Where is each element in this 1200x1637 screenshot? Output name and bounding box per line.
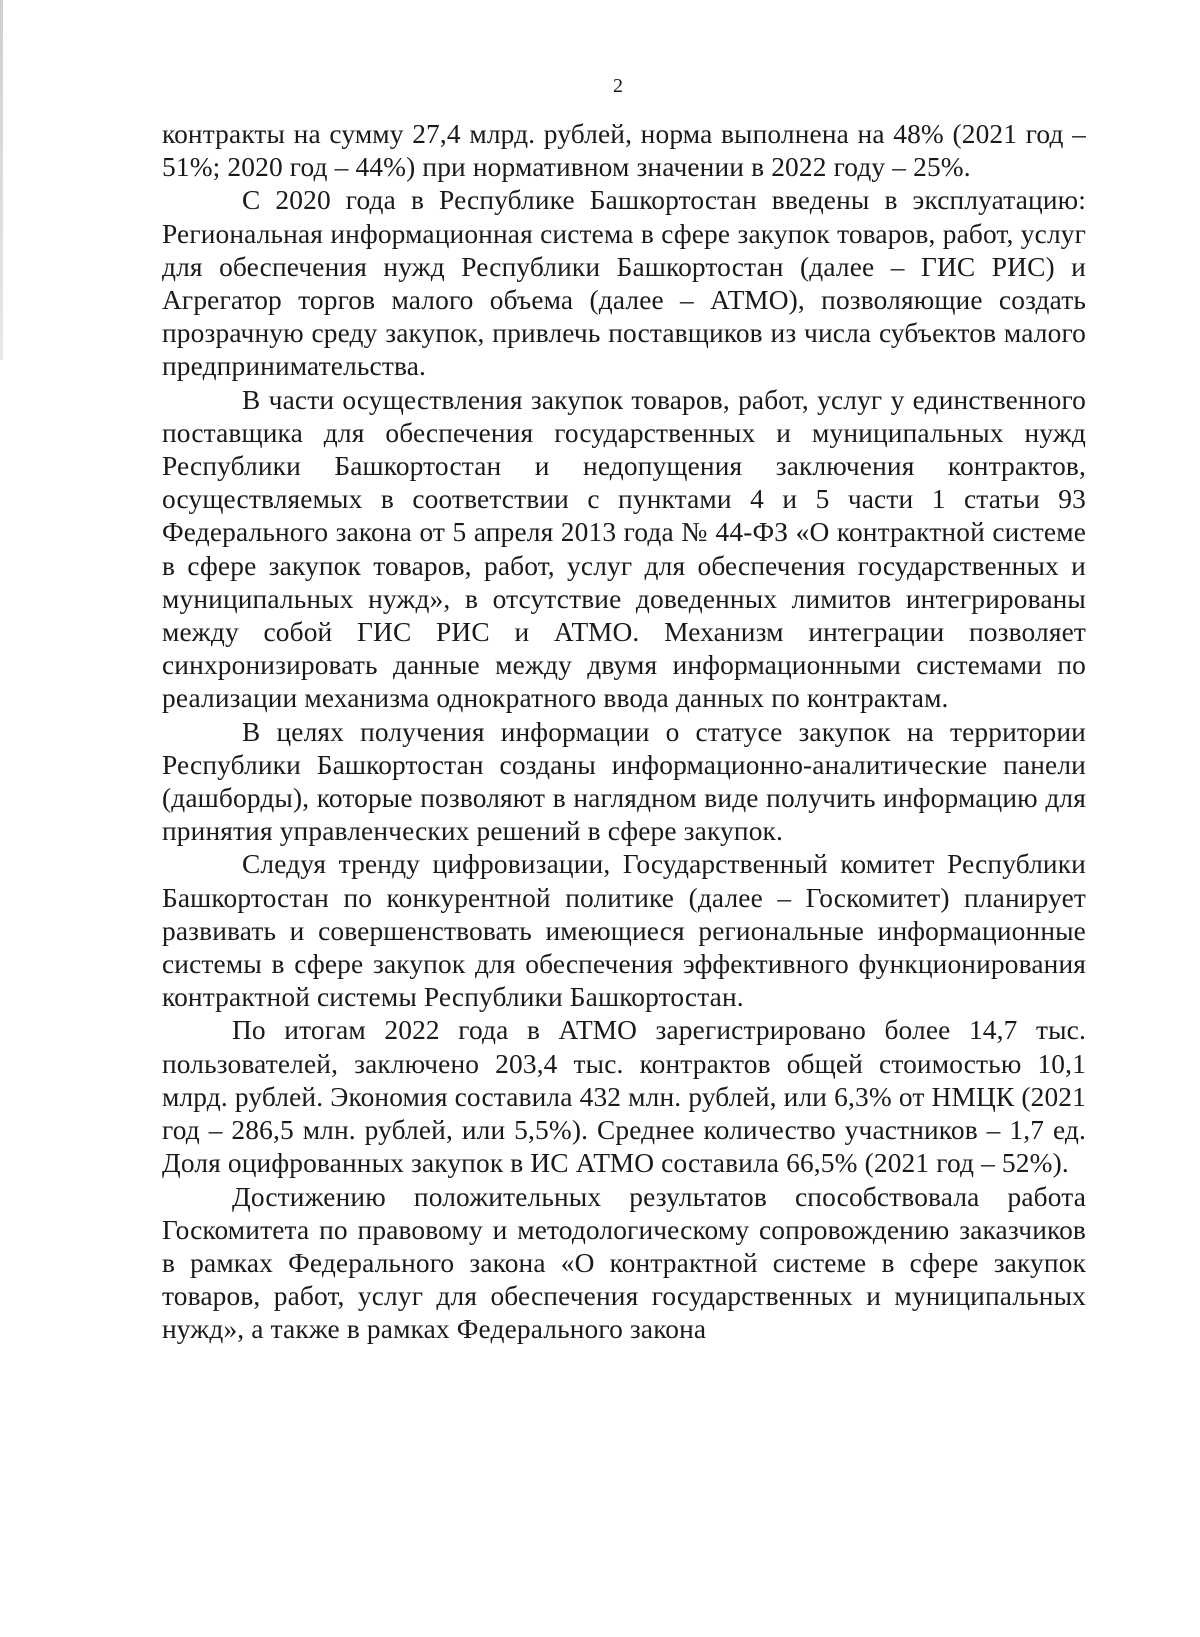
scan-edge-mark (0, 0, 3, 360)
page-number: 2 (613, 75, 623, 97)
paragraph-dashboards: В целях получения информации о статусе закупок на территории Республики Башкортостан созданы информационно-аналитические панели (дашборды), которые позволяют в наглядном виде получить информацию для принятия управленческих решений в сфере закупок. (162, 716, 1086, 847)
document-body (162, 118, 1086, 1347)
paragraph-gis-ris-atmo: С 2020 года в Республике Башкортостан введены в эксплуатацию: Региональная информационная система в сфере закупок товаров, работ, услуг для обеспечения нужд Республики Башкортостан (далее – ГИС РИС) и Агрегатор торгов малого объема (далее – АТМО), позволяющие создать прозрачную среду закупок, привлечь поставщиков из числа субъектов малого предпринимательства. (162, 185, 1086, 382)
paragraph-atmo-results: По итогам 2022 года в АТМО зарегистрировано более 14,7 тыс. пользователей, заключено 203,4 тыс. контрактов общей стоимостью 10,1 млрд. рублей. Экономия составила 432 млн. рублей, или 6,3% от НМЦК (2021 год – 286,5 млн. рублей, или 5,5%). Среднее количество участников – 1,7 ед. Доля оцифрованных закупок в ИС АТМО составила 66,5% (2021 год – 52%). (162, 1015, 1086, 1179)
paragraph-legal-support: Достижению положительных результатов способствовала работа Госкомитета по правовому и методологическому сопровождению заказчиков в рамках Федерального закона «О контрактной системе в сфере закупок товаров, работ, услуг для обеспечения государственных и муниципальных нужд», а также в рамках Федерального закона (162, 1181, 1086, 1345)
paragraph-integration: В части осуществления закупок товаров, работ, услуг у единственного поставщика для обеспечения государственных и муниципальных нужд Республики Башкортостан и недопущения заключения контрактов, осуществляемых в соответствии с пунктами 4 и 5 части 1 статьи 93 Федерального закона от 5 апреля 2013 года № 44-ФЗ «О контрактной системе в сфере закупок товаров, работ, услуг для обеспечения государственных и муниципальных нужд», в отсутствие доведенных лимитов интегрированы между собой ГИС РИС и АТМО. Механизм интеграции позволяет синхронизировать данные между двумя информационными системами по реализации механизма однократного ввода данных по контрактам. (162, 384, 1086, 714)
paragraph-digitalization: Следуя тренду цифровизации, Государственный комитет Республики Башкортостан по конкурентной политике (далее – Госкомитет) планирует развивать и совершенствовать имеющиеся региональные информационные системы в сфере закупок для обеспечения эффективного функционирования контрактной системы Республики Башкортостан. (162, 849, 1086, 1013)
paragraph-continuation: контракты на сумму 27,4 млрд. рублей, норма выполнена на 48% (2021 год – 51%; 2020 год – 44%) при нормативном значении в 2022 году – 25%. (162, 119, 1086, 183)
